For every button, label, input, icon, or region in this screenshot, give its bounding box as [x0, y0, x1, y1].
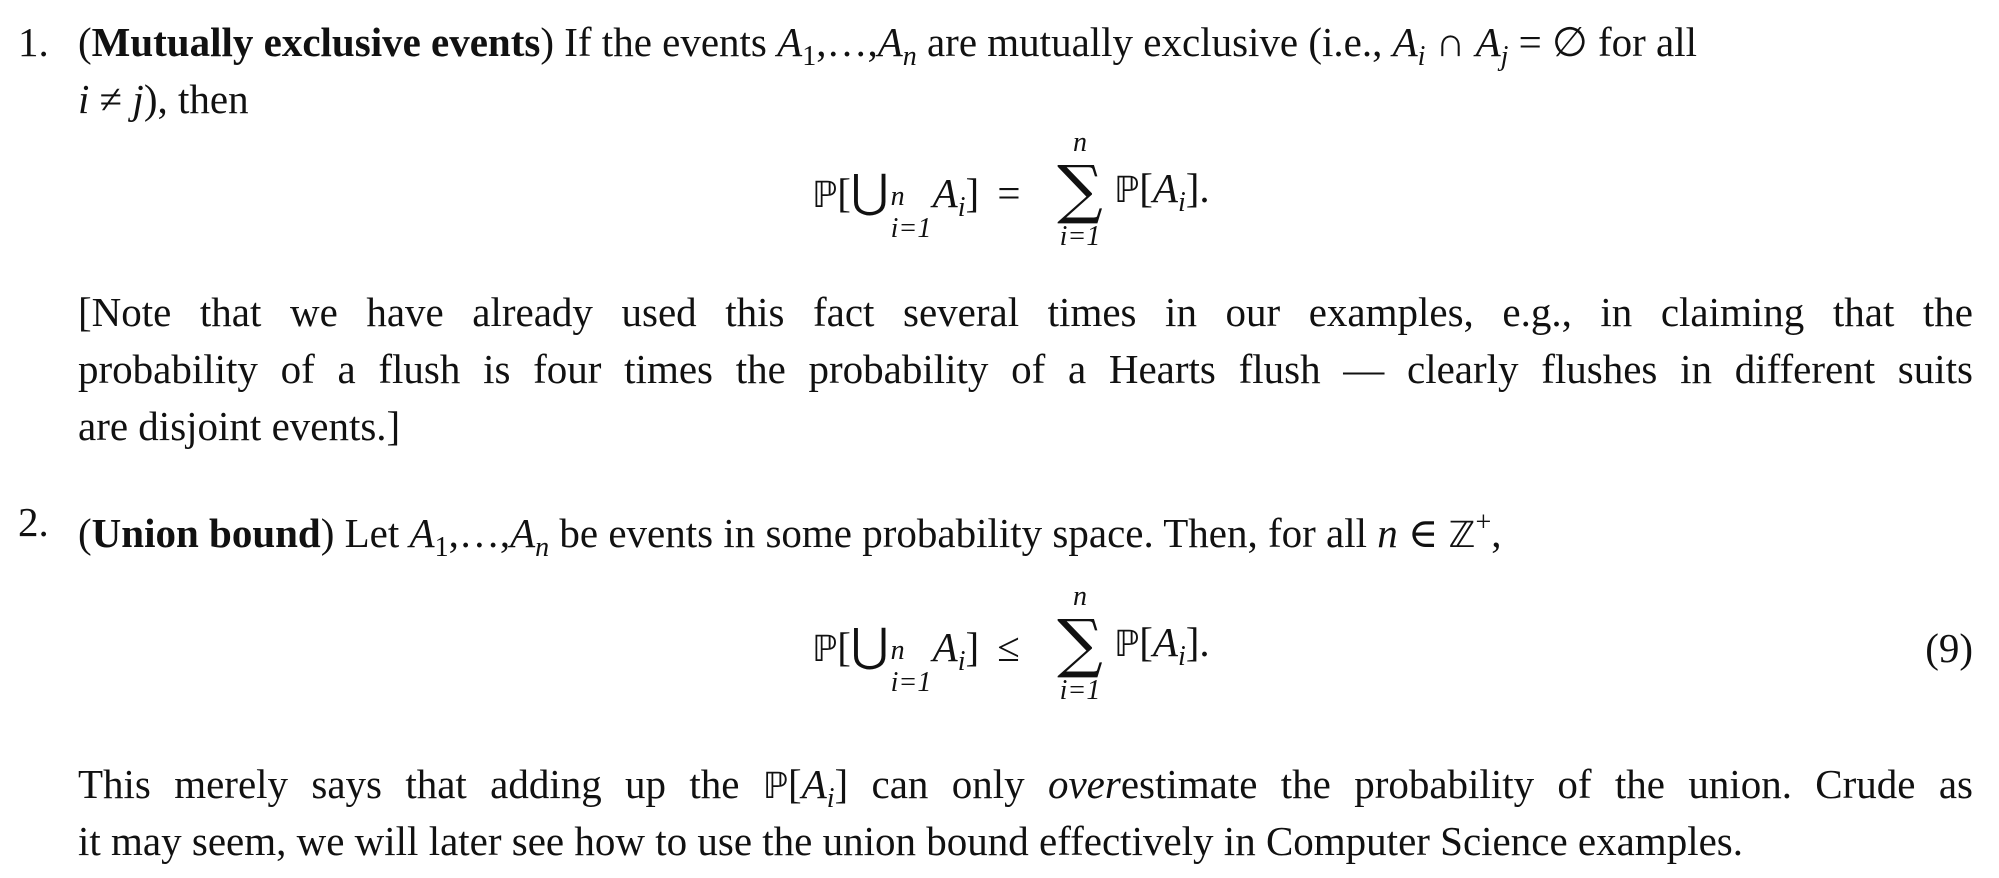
note-line-3: are disjoint events.]: [78, 403, 401, 449]
item-text: [78, 14, 1973, 128]
item-line-1: (Mutually exclusive events) If the events $A_1,\dots,A_n$ are mutually exclusive (i.e., $A_i$ ∩ $A_j$ = ∅ for all: [78, 19, 1698, 72]
display-formula-2: ℙ[⋃ n i=1 $A_i$] ≤ n ∑ i=1 $ℙ[A_i]$.: [812, 581, 1210, 706]
para-line-2: it may seem, we will later see how to use the union bound effectively in Computer Science examples.: [78, 818, 1743, 864]
item-line-2: i ≠ j), then: [78, 76, 249, 122]
union-bound-paragraph: [78, 756, 1973, 870]
item-title: Union bound: [91, 510, 321, 556]
equation-number: (9): [1925, 625, 1973, 671]
note-paragraph: [78, 284, 1973, 455]
note-line-2: probability of a flush is four times the probability of a Hearts flush — clearly flushes in different suits: [78, 346, 1973, 392]
item-text: [78, 494, 1973, 563]
item-title: Mutually exclusive events: [91, 19, 541, 65]
item-line-1: (Union bound) Let $A_1,\dots,A_n$ be events in some probability space. Then, for all n ∈ ℤ+,: [78, 507, 1502, 563]
list-number: 1.: [18, 19, 49, 65]
summation-symbol: n ∑ i=1: [1057, 581, 1103, 706]
list-number: 2.: [18, 499, 49, 545]
display-formula-1: ℙ[⋃ n i=1 $A_i$] = n ∑ i=1 $ℙ[A_i]$.: [812, 127, 1210, 252]
note-line-1: [Note that we have already used this fact several times in our examples, e.g., in claiming that the: [78, 289, 1973, 335]
para-line-1: This merely says that adding up the $ℙ[A_i]$ can only overestimate the probability of the union. Crude as: [78, 761, 1973, 814]
summation-symbol: n ∑ i=1: [1057, 127, 1103, 252]
